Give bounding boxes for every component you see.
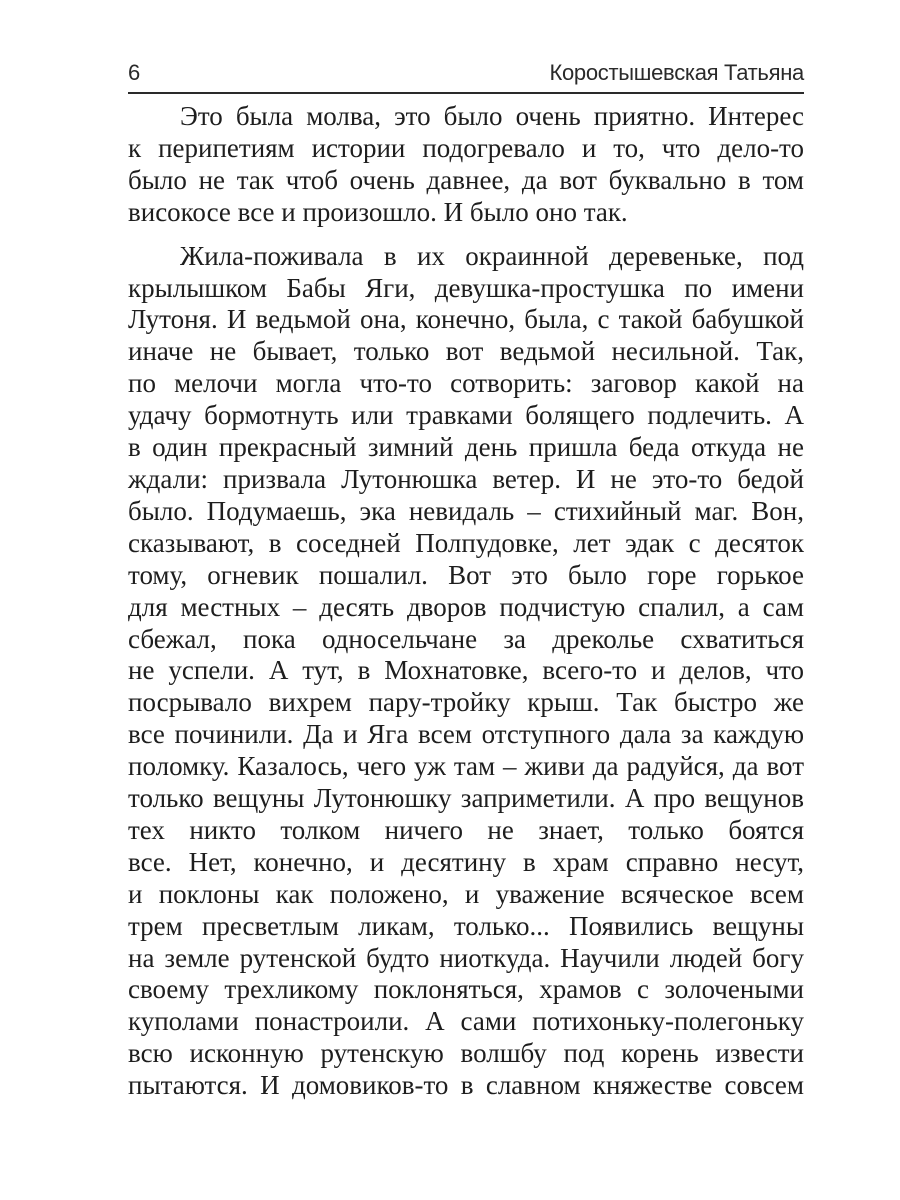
text-line: ждали: призвала Лутонюшка ветер. И не это-то бедой bbox=[128, 463, 804, 494]
text-line: все. Нет, конечно, и десятину в храм справно несут, bbox=[128, 846, 804, 877]
text-line: пытаются. И домовиков-то в славном княжестве совсем bbox=[128, 1070, 804, 1101]
paragraph bbox=[128, 101, 804, 229]
text-line: всю исконную рутенскую волшбу под корень извести bbox=[128, 1038, 804, 1069]
text-line: поломку. Казалось, чего уж там – живи да радуйся, да вот bbox=[128, 751, 804, 782]
text-line: тому, огневик пошалил. Вот это было горе горькое bbox=[128, 559, 804, 590]
text-line: високосе все и произошло. И было оно так. bbox=[128, 196, 628, 227]
text-line: иначе не бывает, только вот ведьмой несильной. Так, bbox=[128, 336, 804, 367]
text-line: по мелочи могла что-то сотворить: заговор какой на bbox=[128, 368, 804, 399]
text-line: Жила-поживала в их окраинной деревеньке, под bbox=[180, 240, 804, 271]
text-line: Это была молва, это было очень приятно. Интерес bbox=[180, 101, 804, 131]
text-line: посрывало вихрем пару-тройку крыш. Так быстро же bbox=[128, 687, 804, 718]
text-line: было. Подумаешь, эка невидаль – стихийный маг. Вон, bbox=[128, 495, 804, 526]
text-line: своему трехликому поклоняться, храмов с золочеными bbox=[128, 974, 804, 1005]
text-line: только вещуны Лутонюшку заприметили. А про вещунов bbox=[128, 783, 804, 814]
page-number: 6 bbox=[128, 60, 141, 85]
text-line: сбежал, пока односельчане за дреколье схватиться bbox=[128, 623, 804, 654]
text-line: все починили. Да и Яга всем отступного дала за каждую bbox=[128, 719, 804, 750]
text-line: и поклоны как положено, и уважение всяческое всем bbox=[128, 878, 804, 909]
text-line: сказывают, в соседней Полпудовке, лет эдак с десяток bbox=[128, 527, 804, 558]
text-line: было не так чтоб очень давнее, да вот буквально в том bbox=[128, 164, 804, 195]
text-line: на земле рутенской будто ниоткуда. Научили людей богу bbox=[128, 942, 804, 973]
header-rule bbox=[128, 92, 804, 94]
author-name: Коростышевская Татьяна bbox=[549, 60, 804, 85]
paragraph bbox=[128, 241, 804, 1102]
text-line: удачу бормотнуть или травками болящего подлечить. А bbox=[128, 400, 804, 431]
book-page bbox=[128, 0, 804, 1200]
text-line: тех никто толком ничего не знает, только боятся bbox=[128, 814, 804, 845]
text-line: куполами понастроили. А сами потихоньку-полегоньку bbox=[128, 1006, 804, 1037]
text-line: для местных – десять дворов подчистую спалил, а сам bbox=[128, 591, 804, 622]
text-line: трем пресветлым ликам, только... Появились вещуны bbox=[128, 910, 804, 941]
text-line: не успели. А тут, в Мохнатовке, всего-то и делов, что bbox=[128, 655, 804, 686]
text-line: в один прекрасный зимний день пришла беда откуда не bbox=[128, 432, 804, 463]
running-header bbox=[128, 58, 804, 88]
body-text bbox=[128, 101, 804, 1102]
text-line: крылышком Бабы Яги, девушка-простушка по имени bbox=[128, 272, 804, 303]
text-line: Лутоня. И ведьмой она, конечно, была, с такой бабушкой bbox=[128, 304, 804, 335]
text-line: к перипетиям истории подогревало и то, что дело-то bbox=[128, 132, 804, 163]
